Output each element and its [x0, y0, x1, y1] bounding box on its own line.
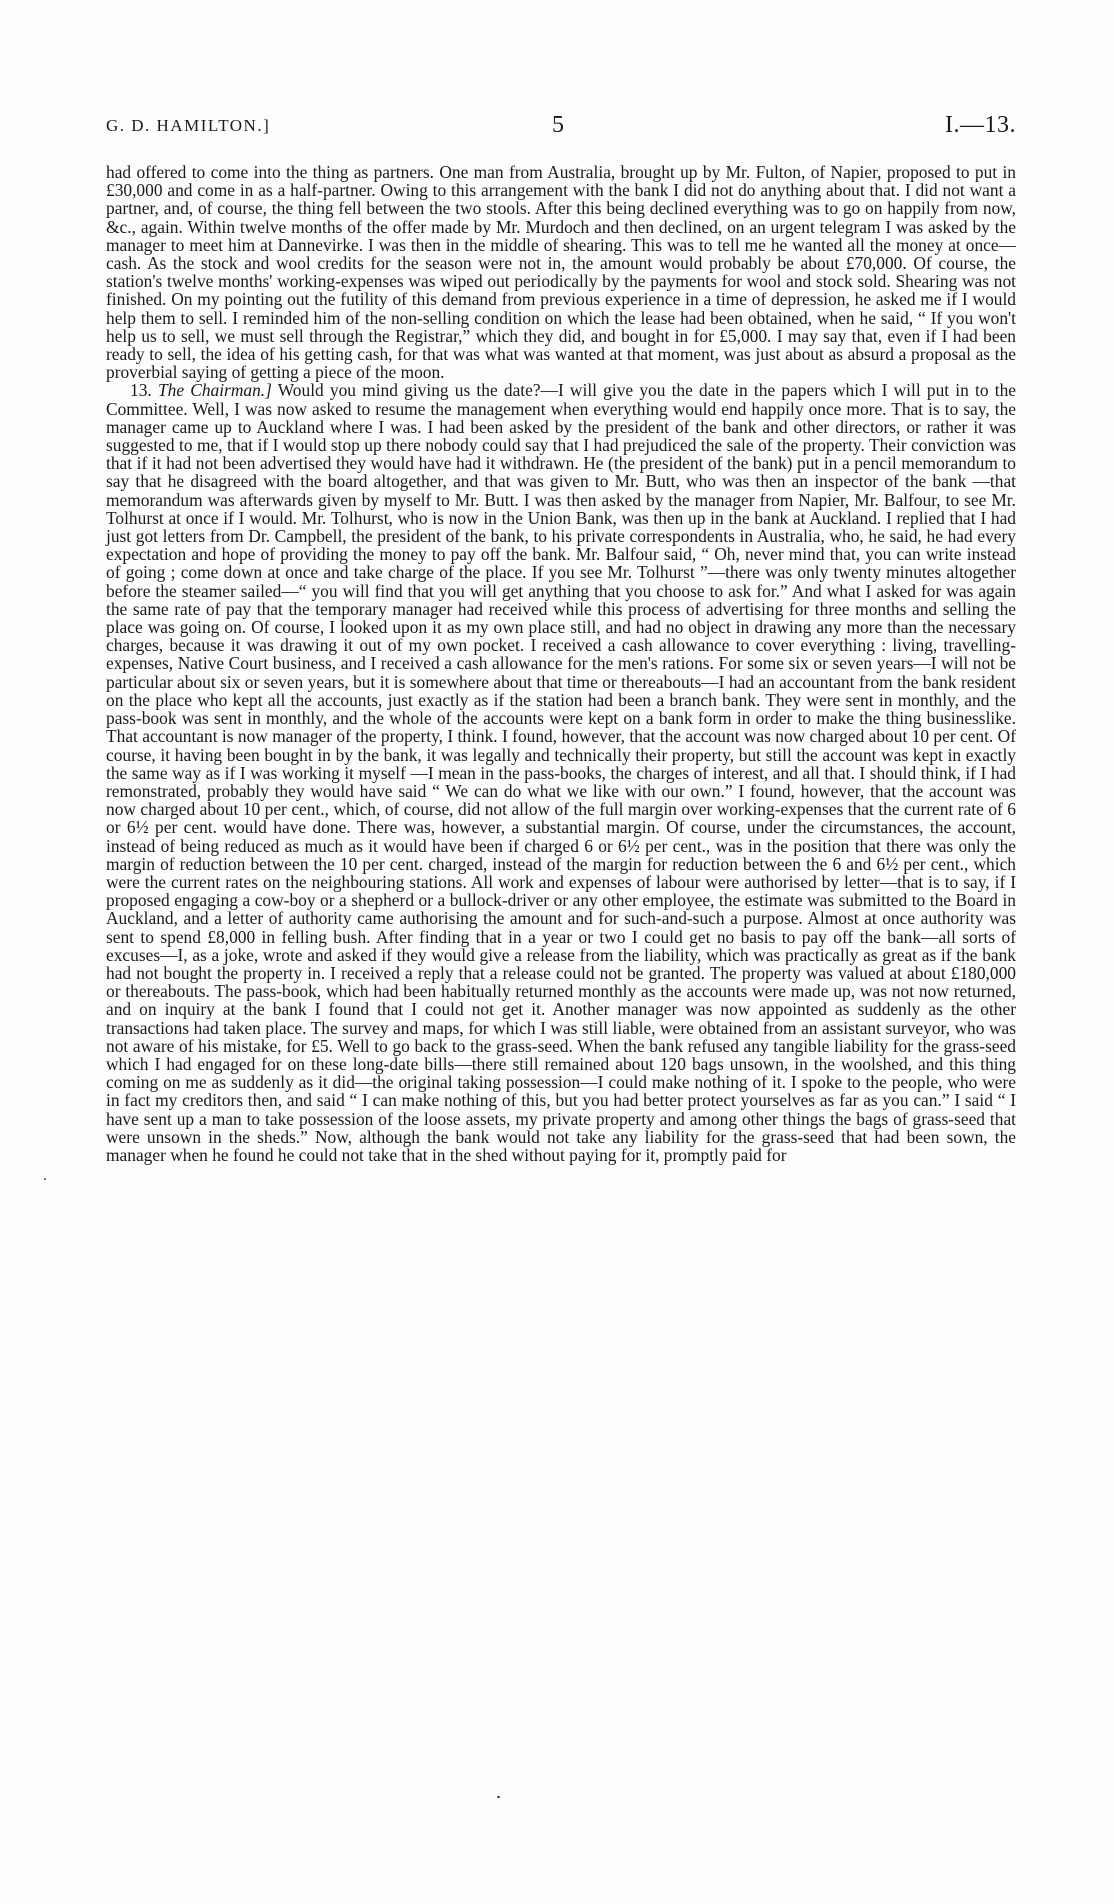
margin-speck [44, 1178, 46, 1180]
paragraph-13 [106, 381, 1016, 1164]
speaker-label: The Chairman.] [157, 380, 272, 401]
paragraph-13-text: Would you mind giving us the date?—I will give you the date in the papers which I will put in to the Committee. Well, I was now asked to resume the management when everything would end happily once more. That is to say, the manager came up to Auckland where I was. I had been asked by the president of the bank and other directors, or rather it was suggested to me, that if I would stop up there nobody could say that I had prejudiced the sale of the property. Their conviction was that if it had not been advertised they would have had it withdrawn. He (the president of the bank) put in a pencil memorandum to say that he disagreed with the board altogether, and that was given to Mr. Butt, who was then an inspector of the bank —that memorandum was afterwards given by myself to Mr. Butt. I was then asked by the manager from Napier, Mr. Balfour, to see Mr. Tolhurst at once if I would. Mr. Tolhurst, who is now in the Union Bank, was then up in the bank at Auckland. I replied that I had just got letters from Dr. Campbell, the president of the bank, to his private correspondents in Australia, who, he said, he had every expectation and hope of providing the money to pay off the bank. Mr. Balfour said, “ Oh, never mind that, you can write instead of going ; come down at once and take charge of the place. If you see Mr. Tolhurst ”—there was only twenty minutes altogether before the steamer sailed—“ you will find that you will get anything that you choose to ask for.” And what I asked for was again the same rate of pay that the temporary manager had received while this process of advertising for three months and selling the place was going on. Of course, I looked upon it as my own place still, and had no object in drawing any more than the necessary charges, because it was drawing it out of my own pocket. I received a cash allowance to cover everything : living, travelling-expenses, Native Court business, and I received a cash allowance for the men's rations. For some six or seven years—I will not be particular about six or seven years, but it is somewhere about that time or thereabouts—I had an accountant from the bank resident on the place who kept all the accounts, just exactly as if the station had been a branch bank. They were sent in monthly, and the pass-book was sent in monthly, and the whole of the accounts were kept on a bank form in order to make the thing businesslike. That accountant is now manager of the property, I think. I found, however, that the account was now charged about 10 per cent. Of course, it having been bought in by the bank, it was legally and technically their property, but still the account was kept in exactly the same way as if I was working it myself —I mean in the pass-books, the charges of interest, and all that. I should think, if I had remonstrated, probably they would have said “ We can do what we like with our own.” I found, however, that the account was now charged about 10 per cent., which, of course, did not allow of the full margin over working-expenses that the current rate of 6 or 6½ per cent. would have done. There was, however, a substantial margin. Of course, under the circumstances, the account, instead of being reduced as much as it would have been if charged 6 or 6½ per cent., was in the position that there was only the margin of reduction between the 10 per cent. charged, instead of the margin for reduction between the 6 and 6½ per cent., which were the current rates on the neighbouring stations. All work and expenses of labour were authorised by letter—that is to say, if I proposed engaging a cow-boy or a shepherd or a bullock-driver or any other employee, the estimate was submitted to the Board in Auckland, and a letter of authority came authorising the amount and for such-and-such a purpose. Almost at once authority was sent to spend £8,000 in felling bush. After finding that in a year or two I could get no basis to pay off the bank—all sorts of excuses—I, as a joke, wrote and asked if they would give a release from the liability, which was practically as great as if the bank had not bought the property in. I received a reply that a release could not be granted. The property was valued at about £180,000 or thereabouts. The pass-book, which had been habitually returned monthly as the accounts were made up, was not now returned, and on inquiry at the bank I found that I could not get it. Another manager was now appointed as suddenly as the other transactions had taken place. The survey and maps, for which I was still liable, were obtained from an assistant surveyor, who was not aware of his mistake, for £5. Well to go back to the grass-seed. When the bank refused any tangible liability for the grass-seed which I had engaged for on these long-date bills—there still remained about 120 bags unsown, in the woolshed, and this thing coming on me as suddenly as it did—the original taking possession—I could make nothing of it. I spoke to the people, who were in fact my creditors then, and said “ I can make nothing of this, but you had better protect yourselves as far as you can.” I said “ I have sent up a man to take possession of the loose assets, my private property and among other things the bags of grass-seed that were unsown in the sheds.” Now, although the bank would not take any liability for the grass-seed that had been sown, the manager when he found he could not take that in the shed without paying for it, promptly paid for [106, 380, 1016, 1165]
paragraph-continued: had offered to come into the thing as partners. One man from Australia, brought up by Mr. Fulton, of Napier, proposed to put in £30,000 and come in as a half-partner. Owing to this arrangement with the bank I did not do anything about that. I did not want a partner, and, of course, the thing fell between the two stools. After this being declined everything was to go on happily from now, &c., again. Within twelve months of the offer made by Mr. Murdoch and then declined, on an urgent telegram I was asked by the manager to meet him at Dannevirke. I was then in the middle of shearing. This was to tell me he wanted all the money at once—cash. As the stock and wool credits for the season were not in, the amount would probably be about £70,000. Of course, the station's twelve months' working-expenses was wiped out periodically by the payments for wool and stock sold. Shearing was not finished. On my pointing out the futility of this demand from previous experience in a time of depression, he asked me if I would help them to sell. I reminded him of the non-selling condition on which the lease had been obtained, when he said, “ If you won't help us to sell, we must sell through the Registrar,” which they did, and bought in for £5,000. I may say that, even if I had been ready to sell, the idea of his getting cash, for that was what was wanted at that moment, was just about as absurd a proposal as the proverbial saying of getting a piece of the moon. [106, 162, 1016, 383]
paragraph-number: 13. [130, 380, 152, 401]
header-paper-reference: I.—13. [945, 112, 1016, 138]
page-number: 5 [552, 112, 565, 138]
running-header [106, 112, 1016, 142]
body-text [106, 163, 1016, 1164]
header-witness-name: G. D. HAMILTON.] [106, 116, 271, 135]
stray-mark [497, 1796, 500, 1798]
